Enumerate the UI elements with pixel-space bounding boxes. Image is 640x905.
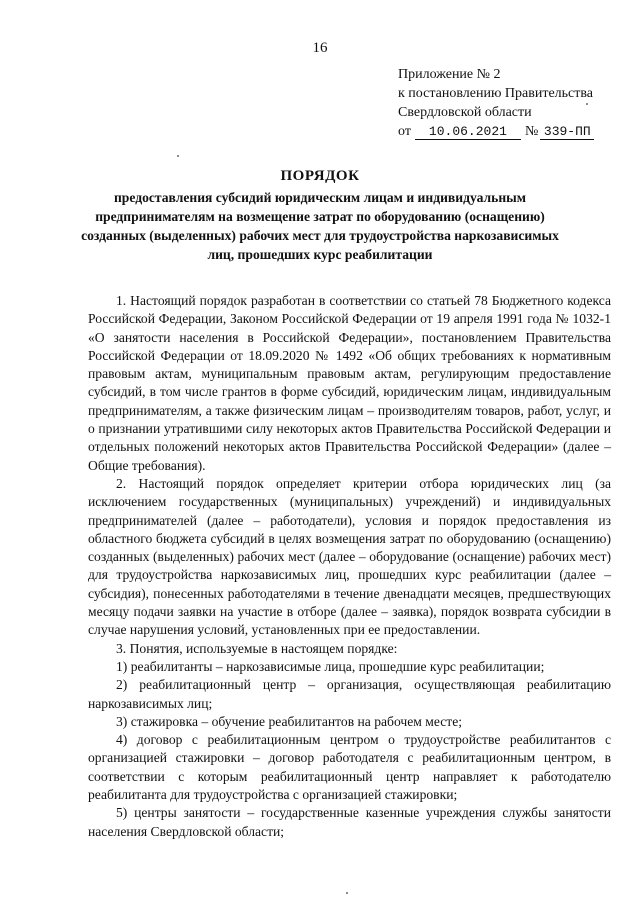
resolution-number: 339-ПП	[540, 124, 594, 140]
date-prefix: от	[398, 124, 411, 139]
appendix-date-row	[398, 122, 628, 141]
appendix-header	[398, 65, 628, 141]
appendix-line-1: Приложение № 2	[398, 67, 501, 82]
paragraph: 2. Настоящий порядок определяет критерии отбора юридических лиц (за исключением государственных (муниципальных) учреждений) и индивидуальных предпринимателей (далее – работодатели), условия и порядок предоставления из областного бюджета субсидий в целях возмещения затрат по оборудованию (оснащению) созданных (выделенных) рабочих мест (далее – оборудование (оснащение) рабочих мест) для трудоустройства наркозависимых лиц, прошедших курс реабилитации (далее – субсидия), понесенных работодателями в течение двенадцати месяцев, предшествующих месяцу подачи заявки на участие в отборе (далее – заявка), порядок возврата субсидии в случае нарушения условий, установленных при ее предоставлении.	[88, 475, 611, 638]
scan-speck	[177, 155, 179, 157]
scan-speck	[586, 103, 588, 105]
appendix-line-2: к постановлению Правительства	[398, 86, 594, 101]
document-subtitle: предоставления субсидий юридическим лицам и индивидуальным предпринимателям на возмещение затрат по оборудованию (оснащению) созданных (выделенных) рабочих мест для трудоустройства наркозависимых лиц, прошедших курс реабилитации	[81, 190, 559, 262]
document-title: ПОРЯДОК	[280, 168, 360, 184]
page-number: 16	[312, 40, 328, 56]
resolution-date: 10.06.2021	[415, 124, 521, 140]
appendix-line-3: Свердловской области	[398, 105, 532, 120]
number-prefix: №	[524, 124, 539, 139]
scan-speck	[346, 892, 348, 894]
paragraph: 3) стажировка – обучение реабилитантов на рабочем месте;	[116, 713, 463, 729]
paragraph: 5) центры занятости – государственные казенные учреждения службы занятости населения Свердловской области;	[88, 805, 611, 839]
paragraph: 2) реабилитационный центр – организация, осуществляющая реабилитацию наркозависимых лиц;	[88, 677, 611, 711]
paragraph: 3. Понятия, используемые в настоящем порядке:	[116, 640, 398, 656]
document-body	[88, 292, 611, 841]
paragraph: 4) договор с реабилитационным центром о трудоустройстве реабилитантов с организацией стажировки – договор работодателя с реабилитационным центром, в соответствии с которым реабилитационный центр направляет к работодателю реабилитанта для трудоустройства с организацией стажировки;	[88, 732, 611, 803]
paragraph: 1) реабилитанты – наркозависимые лица, прошедшие курс реабилитации;	[116, 658, 545, 674]
paragraph: 1. Настоящий порядок разработан в соответствии со статьей 78 Бюджетного кодекса Российской Федерации, Законом Российской Федерации от 19 апреля 1991 года № 1032-1 «О занятости населения в Российской Федерации», постановлением Правительства Российской Федерации от 18.09.2020 № 1492 «Об общих требованиях к нормативным правовым актам, муниципальным правовым актам, регулирующим предоставление субсидий, в том числе грантов в форме субсидий, юридическим лицам, индивидуальным предпринимателям, а также физическим лицам – производителям товаров, работ, услуг, и о признании утратившими силу некоторых актов Правительства Российской Федерации и отдельных положений некоторых актов Правительства Российской Федерации» (далее – Общие требования).	[88, 293, 611, 473]
